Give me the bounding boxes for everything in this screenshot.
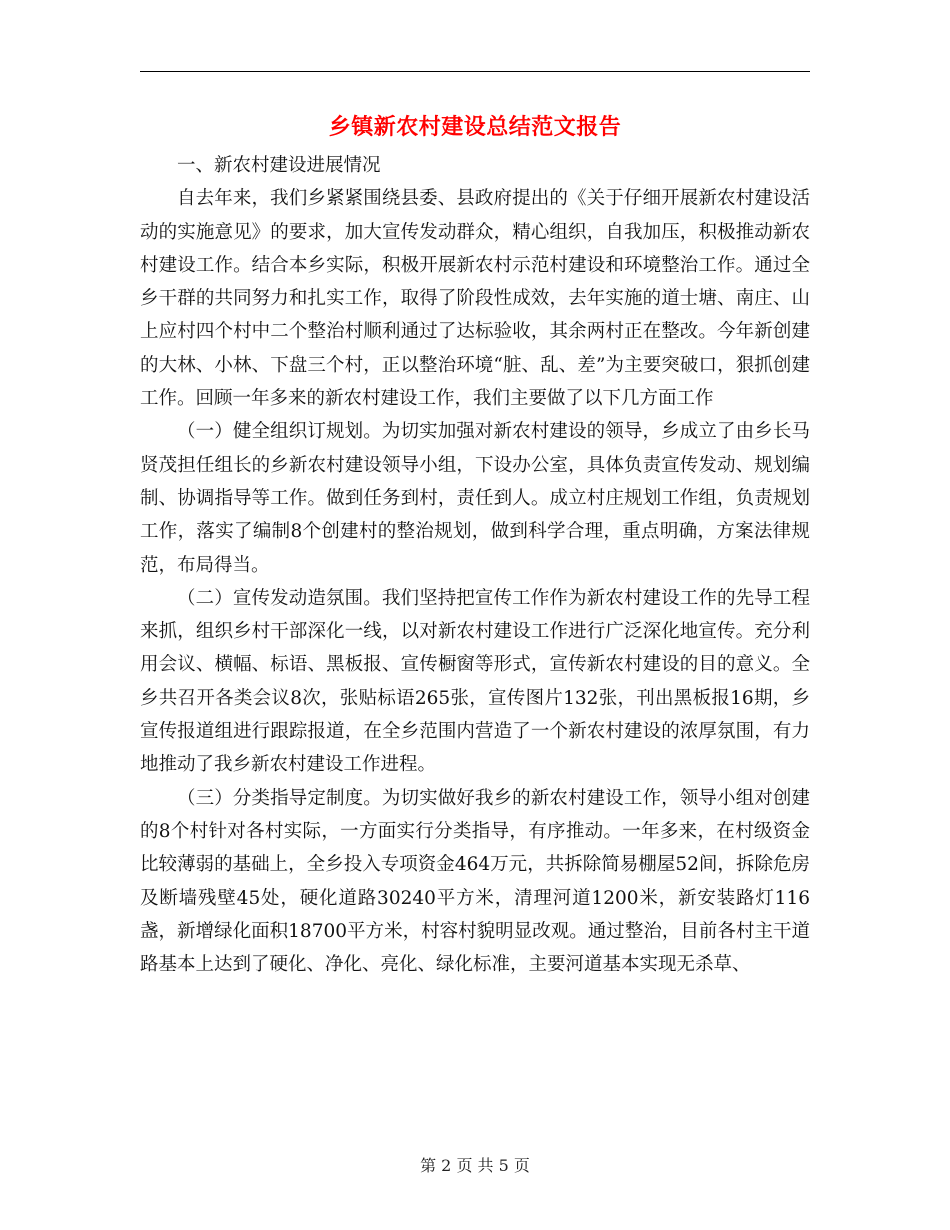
header-rule	[140, 71, 810, 72]
paragraph-intro: 自去年来，我们乡紧紧围绕县委、县政府提出的《关于仔细开展新农村建设活动的实施意见》的要求，加大宣传发动群众，精心组织，自我加压，积极推动新农村建设工作。结合本乡实际，积极开展新农村示范村建设和环境整治工作。通过全乡干群的共同努力和扎实工作，取得了阶段性成效，去年实施的道士塘、南庄、山上应村四个村中二个整治村顺利通过了达标验收，其余两村正在整改。今年新创建的大林、小林、下盘三个村，正以整治环境“脏、乱、差”为主要突破口，狠抓创建工作。回顾一年多来的新农村建设工作，我们主要做了以下几方面工作	[140, 188, 810, 410]
document-body	[140, 149, 810, 981]
page-number: 第 2 页 共 5 页	[420, 1156, 530, 1175]
document-title: 乡镇新农村建设总结范文报告	[328, 114, 622, 140]
paragraph-publicity: （二）宣传发动造氛围。我们坚持把宣传工作作为新农村建设工作的先导工程来抓，组织乡村干部深化一线，以对新农村建设工作进行广泛深化地宣传。充分利用会议、横幅、标语、黑板报、宣传橱窗等形式，宣传新农村建设的目的意义。全乡共召开各类会议8次，张贴标语265张，宣传图片132张，刊出黑板报16期，乡宣传报道组进行跟踪报道，在全乡范围内营造了一个新农村建设的浓厚氛围，有力地推动了我乡新农村建设工作进程。	[140, 587, 810, 776]
section-heading: 一、新农村建设进展情况	[177, 155, 381, 176]
paragraph-organization: （一）健全组织订规划。为切实加强对新农村建设的领导，乡成立了由乡长马贤茂担任组长的乡新农村建设领导小组，下设办公室，具体负责宣传发动、规划编制、协调指导等工作。做到任务到村，责任到人。成立村庄规划工作组，负责规划工作，落实了编制8个创建村的整治规划，做到科学合理，重点明确，方案法律规范，布局得当。	[140, 421, 810, 576]
paragraph-guidance: （三）分类指导定制度。为切实做好我乡的新农村建设工作，领导小组对创建的8个村针对各村实际，一方面实行分类指导，有序推动。一年多来，在村级资金比较薄弱的基础上，全乡投入专项资金464万元，共拆除简易棚屋52间，拆除危房及断墙残壁45处，硬化道路30240平方米，清理河道1200米，新安装路灯116盏，新增绿化面积18700平方米，村容村貌明显改观。通过整治，目前各村主干道路基本上达到了硬化、净化、亮化、绿化标准，主要河道基本实现无杀草、	[140, 787, 810, 976]
